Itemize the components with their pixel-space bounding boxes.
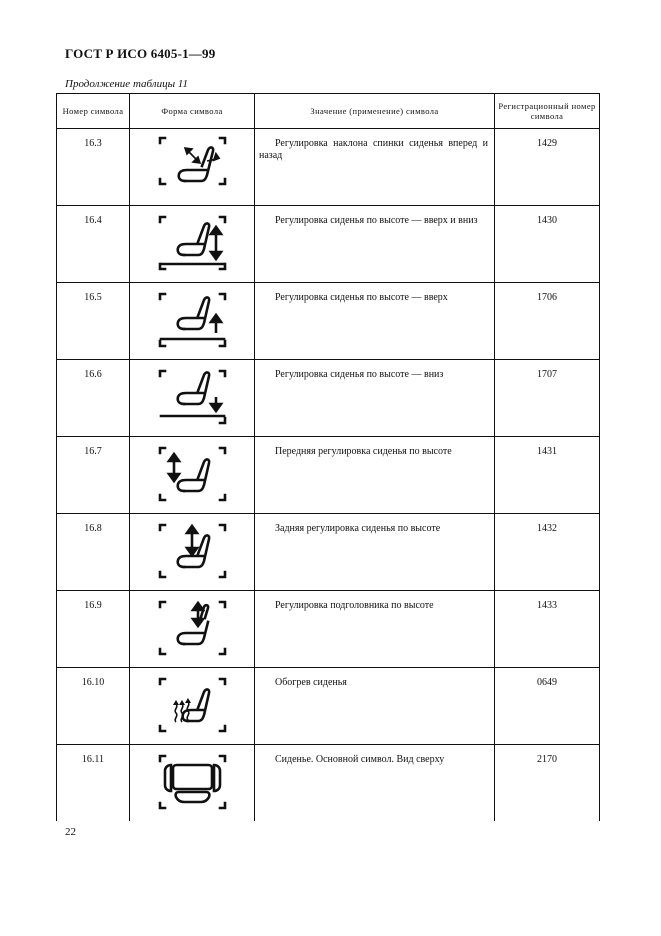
symbol-meaning: Сиденье. Основной символ. Вид сверху [255,745,495,822]
headrest-height-icon [130,591,255,667]
seat-height-down-icon [130,360,255,436]
table-row [57,206,600,283]
symbol-number: 16.7 [57,437,130,514]
symbol-number: 16.8 [57,514,130,591]
table-row [57,591,600,668]
seat-top-view-icon [130,745,255,821]
table-header-row [57,94,600,129]
page-number: 22 [65,826,76,838]
header-symbol-shape: Форма символа [130,94,255,129]
registration-number: 2170 [495,745,600,822]
symbol-meaning: Регулировка сиденья по высоте — вниз [255,360,495,437]
symbol-meaning: Передняя регулировка сиденья по высоте [255,437,495,514]
symbol-number: 16.6 [57,360,130,437]
header-symbol-meaning: Значение (применение) символа [255,94,495,129]
symbol-meaning: Регулировка сиденья по высоте — вверх и вниз [255,206,495,283]
seat-recline-icon [130,129,255,205]
table-row [57,437,600,514]
registration-number: 1431 [495,437,600,514]
symbol-meaning: Регулировка сиденья по высоте — вверх [255,283,495,360]
symbol-meaning: Обогрев сиденья [255,668,495,745]
seat-height-up-icon [130,283,255,359]
registration-number: 0649 [495,668,600,745]
table-row [57,514,600,591]
symbol-number: 16.5 [57,283,130,360]
symbol-meaning: Регулировка наклона спинки сиденья вперед и назад [255,129,495,206]
seat-rear-height-icon [130,514,255,590]
registration-number: 1707 [495,360,600,437]
seat-heating-icon [130,668,255,744]
registration-number: 1429 [495,129,600,206]
registration-number: 1430 [495,206,600,283]
table-row [57,360,600,437]
seat-front-height-icon [130,437,255,513]
symbol-number: 16.3 [57,129,130,206]
symbol-meaning: Регулировка подголовника по высоте [255,591,495,668]
registration-number: 1432 [495,514,600,591]
symbol-meaning: Задняя регулировка сиденья по высоте [255,514,495,591]
document-title: ГОСТ Р ИСО 6405-1—99 [65,46,216,61]
table-row [57,283,600,360]
table-row [57,745,600,822]
registration-number: 1706 [495,283,600,360]
table-row [57,129,600,206]
header-registration-number: Регистрационный номер символа [495,94,600,129]
registration-number: 1433 [495,591,600,668]
header-symbol-number: Номер символа [57,94,130,129]
symbol-number: 16.10 [57,668,130,745]
table-row [57,668,600,745]
symbol-number: 16.9 [57,591,130,668]
symbol-number: 16.11 [57,745,130,822]
seat-height-up-down-icon [130,206,255,282]
symbols-table [56,93,600,821]
table-continuation-label: Продолжение таблицы 11 [65,78,188,90]
symbol-number: 16.4 [57,206,130,283]
